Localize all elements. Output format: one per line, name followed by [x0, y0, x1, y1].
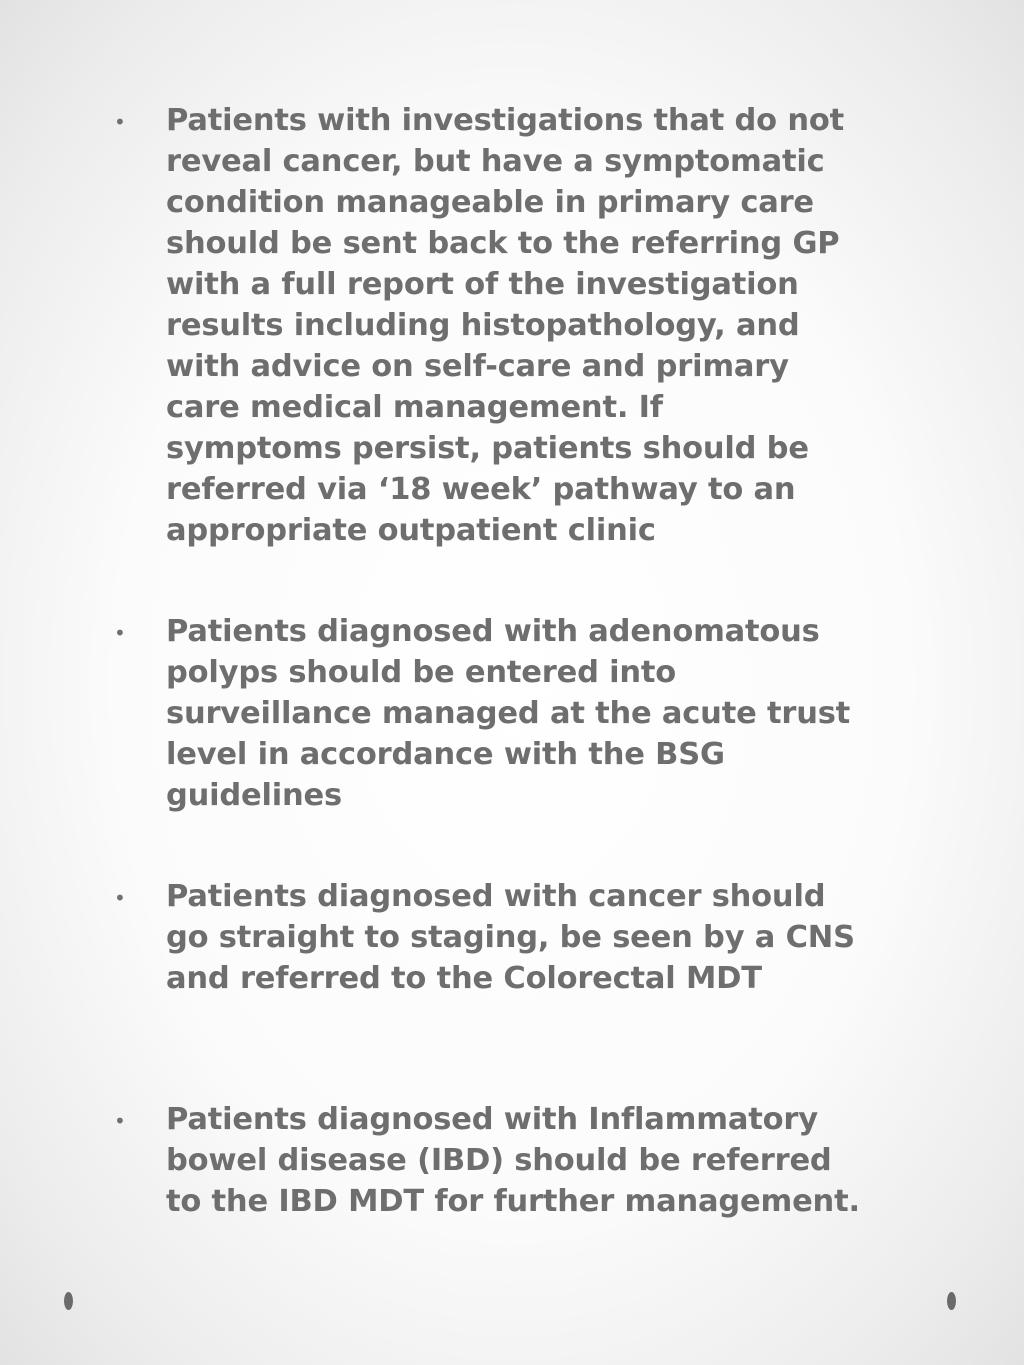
- bullet-text-investigations: Patients with investigations that do not reveal cancer, but have a symptomatic condition manageable in primary care should be sent back to the referring GP with a full report of the investigation results including histopathology, and with advice on self-care and primary care medical management. If symptoms persist, patients should be referred via ‘18 week’ pathway to an appropriate outpatient clinic: [166, 103, 844, 548]
- bullet-icon: •: [114, 886, 126, 910]
- bullet-item: [108, 876, 908, 999]
- bullet-item: [108, 611, 908, 816]
- bullet-icon: •: [114, 110, 126, 134]
- bullet-text-ibd: Patients diagnosed with Inflammatory bowel disease (IBD) should be referred to the IBD MDT for further management.: [166, 1102, 860, 1219]
- bullet-item: [108, 100, 908, 551]
- bullet-list: [108, 100, 908, 1222]
- bullet-item: [108, 1099, 908, 1222]
- bullet-icon: •: [114, 621, 126, 645]
- bullet-text-polyps: Patients diagnosed with adenomatous polyps should be entered into surveillance managed at the acute trust level in accordance with the BSG guidelines: [166, 614, 851, 813]
- left-corner-ornament-icon: [64, 1292, 73, 1310]
- right-corner-ornament-icon: [947, 1292, 956, 1310]
- bullet-icon: •: [114, 1109, 126, 1133]
- bullet-text-cancer: Patients diagnosed with cancer should go straight to staging, be seen by a CNS and referred to the Colorectal MDT: [166, 879, 855, 996]
